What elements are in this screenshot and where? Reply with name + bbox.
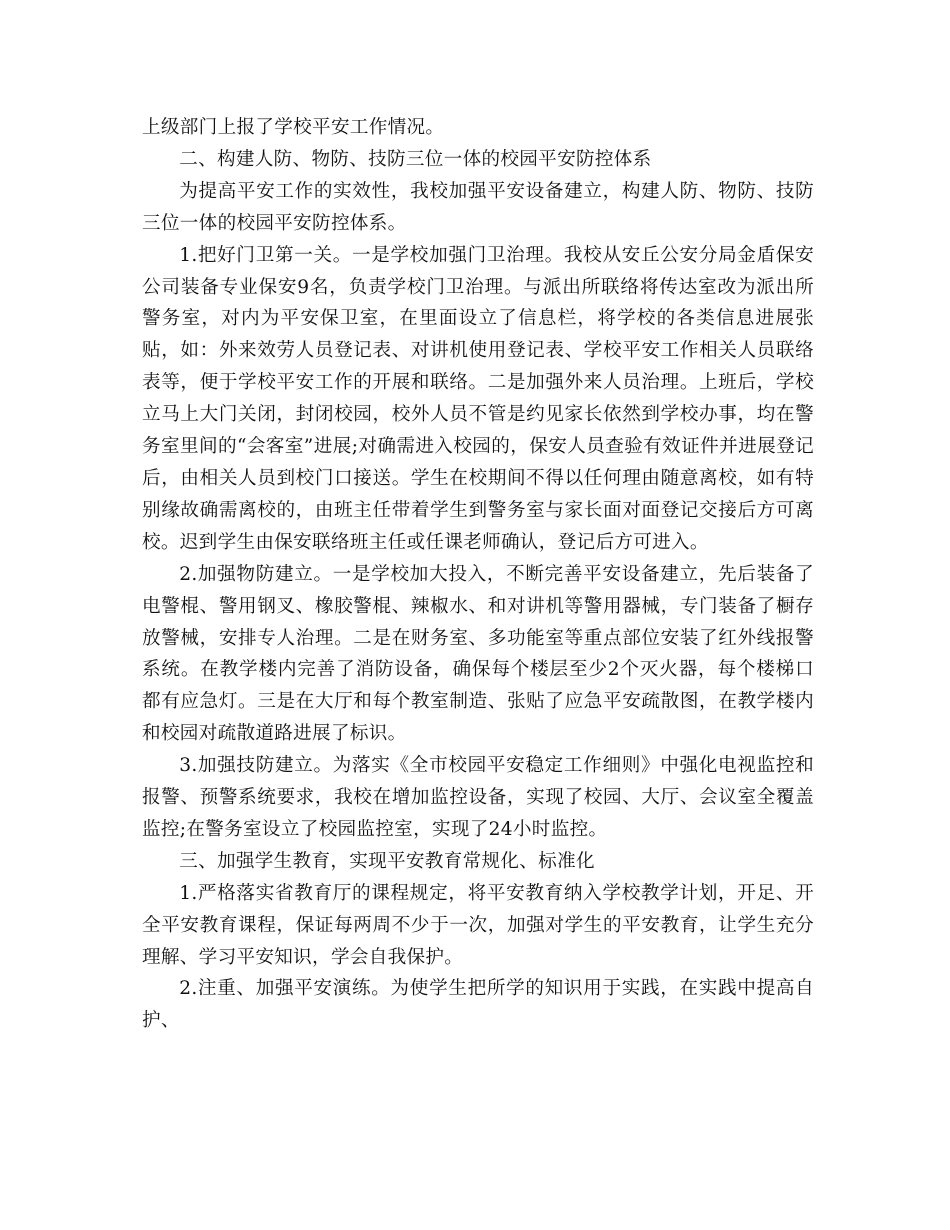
- document-body: [142, 112, 814, 1037]
- section-heading-3: 三、加强学生教育，实现平安教育常规化、标准化: [179, 850, 595, 872]
- paragraph-physical-defense: 2.加强物防建立。一是学校加大投入，不断完善平安设备建立，先后装备了电警棍、警用钢叉、橡胶警棍、辣椒水、和对讲机等警用器械，专门装备了橱存放警械，安排专人治理。二是在财务室、多功能室等重点部位安装了红外线报警系统。在教学楼内完善了消防设备，确保每个楼层至少2个灭火器，每个楼梯口都有应急灯。三是在大厅和每个教室制造、张贴了应急平安疏散图，在教学楼内和校园对疏散道路进展了标识。: [142, 563, 814, 745]
- paragraph-drills: 2.注重、加强平安演练。为使学生把所学的知识用于实践，在实践中提高自护、: [142, 978, 814, 1032]
- paragraph-technical-defense: 3.加强技防建立。为落实《全市校园平安稳定工作细则》中强化电视监控和报警、预警系统要求，我校在增加监控设备，实现了校园、大厅、会议室全覆盖监控;在警务室设立了校园监控室，实现了24小时监控。: [142, 755, 814, 840]
- section-heading-2: 二、构建人防、物防、技防三位一体的校园平安防控体系: [179, 148, 652, 170]
- paragraph-continuation: 上级部门上报了学校平安工作情况。: [142, 117, 445, 138]
- paragraph-intro: 为提高平安工作的实效性，我校加强平安设备建立，构建人防、物防、技防三位一体的校园平安防控体系。: [142, 180, 814, 234]
- paragraph-gate-security: 1.把好门卫第一关。一是学校加强门卫治理。我校从安丘公安分局金盾保安公司装备专业保安9名，负责学校门卫治理。与派出所联络将传达室改为派出所警务室，对内为平安保卫室，在里面设立了信息栏，将学校的各类信息进展张贴，如：外来效劳人员登记表、对讲机使用登记表、学校平安工作相关人员联络表等，便于学校平安工作的开展和联络。二是加强外来人员治理。上班后，学校立马上大门关闭，封闭校园，校外人员不管是约见家长依然到学校办事，均在警务室里间的“会客室”进展;对确需进入校园的，保安人员查验有效证件并进展登记后，由相关人员到校门口接送。学生在校期间不得以任何理由随意离校，如有特别缘故确需离校的，由班主任带着学生到警务室与家长面对面登记交接后方可离校。迟到学生由保安联络班主任或任课老师确认，登记后方可进入。: [142, 244, 814, 553]
- paragraph-curriculum: 1.严格落实省教育厅的课程规定，将平安教育纳入学校教学计划，开足、开全平安教育课程，保证每两周不少于一次，加强对学生的平安教育，让学生充分理解、学习平安知识，学会自我保护。: [142, 882, 814, 968]
